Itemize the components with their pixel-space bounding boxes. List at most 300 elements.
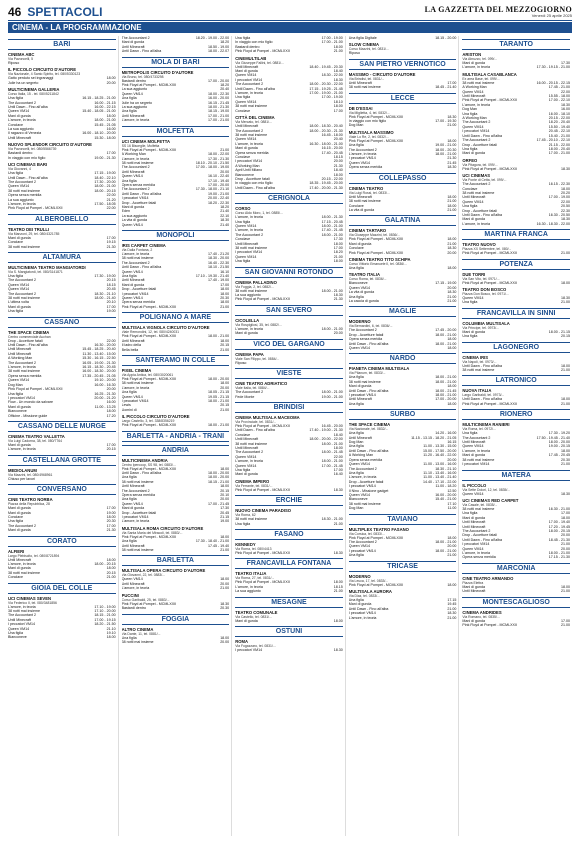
film-title: Queen VM14 (121, 91, 143, 96)
film-title: Uomini di (121, 407, 137, 412)
film-title: L'amore, in teoria (462, 65, 491, 70)
showtimes: 18.00 (220, 300, 230, 305)
film-title: La sua aggiunto (121, 105, 148, 110)
film-title: La sua aggiunto (121, 213, 148, 218)
city-heading: ALTAMURA (8, 252, 116, 263)
cinema-address: Via Luigi Rossi, tel. 0833/... (348, 190, 390, 195)
cinema-name: CINEMA TEATRO VALLETTA (8, 433, 65, 439)
showtimes: 17.00 (333, 108, 343, 113)
film-title: Queen VM14 (121, 577, 143, 582)
film-title: Bianconeve (235, 172, 254, 177)
showtimes: 18.10 - 21.50 (208, 265, 230, 270)
city-heading: TRICASE (349, 561, 457, 572)
showtimes: 21.30 (333, 163, 343, 168)
film-title: Pink Floyd at Pompei - MCMLXXII (235, 423, 290, 428)
showtimes: 18.30 - 22.00 (321, 73, 343, 78)
showtimes: 15.30 - 16.15 - 22.50 (82, 356, 116, 361)
showtime-row (122, 305, 230, 309)
showtimes: 21.00 (560, 300, 570, 305)
showtimes: 16.00 - 20.00 (435, 492, 457, 497)
film-title: Drop - Accetture fatali (121, 510, 157, 515)
cinema-address: Via Bernardini, 6, tel. 0836/... (348, 324, 393, 329)
film-title: A Working Man (462, 116, 487, 121)
film-title: Queen VM14 (462, 199, 484, 204)
showtime-row (122, 49, 230, 53)
showtimes: 19.45 (447, 602, 457, 607)
showtimes: 16.10 - 22.40 (208, 174, 230, 179)
film-title: Mani di gunda (462, 453, 485, 458)
showtimes: 18.00 (447, 582, 457, 587)
showtimes: 20.00 (333, 331, 343, 336)
showtimes: 18.20 (220, 83, 230, 88)
film-title: Una figlia (462, 111, 478, 116)
showtimes: 20.45 (106, 287, 116, 292)
cinema-address: Via Roma, tel. 080/4413 (235, 547, 272, 551)
film-title: 38 notti mai insieme (235, 441, 268, 446)
showtimes: 15.55 - 18.00 (548, 94, 570, 99)
showtimes: 21.15 (220, 515, 230, 520)
showtimes: 21.00 (560, 542, 570, 547)
showtimes: 16.25 - 21.30 (94, 391, 116, 396)
showtime-row (349, 251, 457, 255)
showtimes: 18.45 - 21.30 (548, 537, 570, 542)
showtimes: 17.10 - 19.00 (94, 604, 116, 609)
showtimes: 16.00 - 20.15 - 22.15 (536, 80, 570, 85)
film-title: Mani di gunda (121, 40, 145, 45)
showtimes: 17.00 - 21.00 (548, 151, 570, 156)
cinema-name: MULTIPLEX TEATRO FASANO (348, 526, 409, 532)
cinema-name: CINEMA ABC (8, 52, 35, 57)
showtimes: 17.35 - 20.45 - 21.05 (82, 373, 116, 378)
showtimes: 16.00 - 22.15 (94, 105, 116, 110)
city-heading: FRANCAVILLA FONTANA (235, 558, 343, 569)
film-title: Gatto perduto sei ingranaggi (8, 76, 54, 81)
film-title: Pink Floyd at Pompei - MCMLXXII (235, 580, 290, 585)
film-title: 38 notti mai insieme (121, 479, 154, 484)
showtimes: 11.00 - 13.25 (94, 404, 116, 409)
showtimes: 18.00 - 21.00 (208, 398, 230, 403)
film-title: Una figlia (121, 178, 137, 183)
city-heading: TARANTO (462, 39, 570, 50)
cinema-name: CINEMA MULTISALA MACEOMA (235, 414, 300, 420)
film-title: I peccatori VM14 (121, 291, 149, 296)
cinema-address: Via Nazionale, 4 Santo Spirito, tel. 080/5330123 (8, 72, 81, 77)
showtimes: 18.00 - 21.00 (321, 459, 343, 464)
showtimes: 18.45 - 21.40 (435, 85, 457, 90)
showtimes: 18.00 (220, 287, 230, 292)
showtimes: 21.00 (447, 241, 457, 246)
showtime-row (8, 528, 116, 532)
film-title: 38 notti mai insieme (121, 548, 154, 553)
showtimes: 18.30 (560, 296, 570, 300)
film-title: A Working Man (462, 85, 487, 90)
showtimes: 18.30 (447, 290, 457, 295)
cinema-name: DB D'ESSAI (348, 105, 373, 111)
film-title: Una figlia (348, 375, 364, 380)
showtime-row (8, 206, 116, 210)
film-title: Pink Floyd at Pompei - MCMLXXII (121, 83, 177, 88)
cinema-address: Via Pavoncelli, 5 (8, 57, 34, 61)
showtime-row (462, 589, 570, 593)
film-title: Until Minecraft (121, 543, 145, 548)
film-title: Until Minecraft (121, 169, 145, 174)
cinema-address: Piazza Elettra (462, 580, 484, 585)
showtimes: 18.15 (333, 584, 343, 589)
city-heading: FOGGIA (122, 614, 230, 625)
cinema-name: CINEMULTILAB (235, 55, 267, 61)
showtimes: 11.00 - 13.30 - 15.00 (423, 444, 457, 449)
showtimes: 20.30 (220, 606, 230, 611)
film-title: The Accountant 2 (235, 128, 264, 133)
showtimes: 16.00 - 18.10 (548, 111, 570, 116)
cinema-address: SS 16 Bisceglie, Molfetta (121, 143, 160, 148)
film-title: 38 notti mai insieme (348, 199, 381, 204)
showtimes: 21.00 (560, 623, 570, 627)
showtimes: 11.20 - 16.40 - 22.00 (423, 453, 457, 458)
cinema-address: Via Mercato, tel. 0881/... (235, 120, 272, 125)
film-title: Una figlia (235, 521, 251, 526)
city-heading: BARLETTA (122, 555, 230, 566)
film-title: Conclave (8, 122, 23, 127)
film-title: Queen VM14 (348, 160, 370, 165)
cinema-name: CITTÀ DEL CINEMA (235, 115, 275, 121)
showtimes: 22.10 (220, 213, 230, 218)
showtimes: 18.00 (220, 338, 230, 343)
film-title: Until Dawn - Fino all'alba (462, 397, 503, 402)
showtimes: 21.00 (333, 254, 343, 259)
showtimes: 18.15 - 21.00 (208, 479, 230, 484)
film-title: The Accountant 2 (8, 179, 36, 184)
showtimes: 21.00 (220, 147, 230, 152)
showtime-row (235, 395, 343, 399)
showtime-row (349, 299, 457, 303)
showtimes: 18.00 (560, 448, 570, 453)
showtime-row (462, 462, 570, 466)
showtimes: 18.00 - 21.15 (548, 329, 570, 334)
cinema-name: CINE TEATRO ADRIATICO (235, 381, 288, 387)
film-title: L'amore, in teoria (121, 156, 150, 161)
showtimes: 17.00 (106, 235, 116, 240)
showtimes: 21.00 (333, 49, 343, 54)
film-title: 38 notti mai insieme (8, 369, 40, 374)
showtimes: 15.45 - 21.05 (94, 122, 116, 127)
cinema-address: Via Miglietta, 4, tel. 0832/... (348, 110, 390, 115)
cinema-address: Via Luigi Cadorna, 38, tel. 080/7764 (8, 438, 63, 443)
showtimes: 17.45 - 20.00 (435, 328, 457, 333)
film-title: Until Minecraft (462, 524, 486, 529)
film-title: Una figlia (8, 309, 23, 314)
showtimes: 15.50 - 19.40 (548, 124, 570, 129)
cinema-name: CINEMA PAPA (235, 351, 264, 357)
city-heading: LATRONICO (462, 375, 570, 386)
showtimes: 17.00 - 19.00 (321, 95, 343, 100)
cinema-name: KENNEDY (235, 542, 256, 547)
cinema-name: UCI CINEMAS SEVEN (8, 595, 52, 601)
film-title: L'amore, in teoria (462, 448, 491, 453)
showtimes: 21.00 (560, 368, 570, 373)
showtimes: 17.00 - 20.00 (208, 78, 230, 83)
showtimes: 18.15 - 21.00 (94, 613, 116, 618)
film-title: Flow - Un mondo da salvare (8, 400, 53, 405)
showtimes: 18.00 (333, 44, 343, 49)
city-heading: FASANO (235, 529, 343, 540)
film-title: Mani di gunda (8, 566, 31, 571)
film-title: Pink Floyd at Pompei - MCMLXXII (235, 551, 290, 555)
film-title: Pink Floyd at Pompei - MCMLXXII (121, 376, 177, 381)
cinema-name: CINEMA TEATRO TITO SCHIPA (348, 256, 411, 262)
showtimes: 19.00 (106, 510, 116, 515)
showtimes: 18.00 (106, 514, 116, 519)
film-title: Bastardi dentro (121, 78, 146, 83)
showtimes: 20.15 (220, 488, 230, 493)
showtimes: 20.00 (220, 497, 230, 502)
showtimes: 17.00 (106, 304, 116, 309)
showtimes: 21.20 (106, 197, 116, 202)
showtimes: 18.00 - 20.00 - 22.00 (309, 437, 343, 442)
film-title: Pink Floyd at Pompei - MCMLXXII (8, 206, 63, 211)
film-title: La vita di gunda (121, 218, 147, 223)
city-heading: LECCE (349, 93, 457, 104)
showtimes: 16.30 - 18.30 - 22.00 (536, 221, 570, 226)
city-heading: SAN SEVERO (235, 305, 343, 316)
film-title: Opera senza meridia (121, 493, 155, 497)
film-title: In viaggio con mio figlio (235, 40, 273, 45)
city-heading: GIOIA DEL COLLE (8, 583, 116, 594)
showtimes: 18.00 (447, 384, 457, 389)
showtimes: 18.10 - 20.10 - 21.50 (195, 160, 230, 165)
cinema-name: PIANETA CINEMA MULTISALA (348, 366, 410, 372)
film-title: Una figlia (121, 635, 137, 640)
showtimes: 17.30 - 18.40 - 21.00 (195, 539, 230, 544)
showtimes: 18.00 - 21.30 (208, 105, 230, 110)
film-title: Drop - Accetture fatali (235, 176, 270, 181)
cinema-name: THE SPACE CINEMA (348, 422, 391, 428)
film-title: Queen VM14 (462, 491, 484, 496)
film-title: Until Dawn - Fino all'alba (348, 606, 389, 611)
showtimes: 15.40 - 21.00 (435, 497, 457, 502)
film-title: Bastardi dentro (235, 44, 260, 49)
film-title: Mani di gunda (8, 528, 31, 533)
cinema-address: Via Appia Antica, tel. 080/3020061 (121, 372, 174, 377)
film-title: Mani di gunda (121, 282, 145, 287)
showtimes: 18.30 (447, 611, 457, 616)
film-title: Until Dawn - Fino all'alba (235, 185, 275, 190)
showtimes: 21.30 (106, 528, 116, 533)
film-title: In viaggio con mio figlio (235, 181, 273, 186)
film-title: Una figlia (235, 95, 251, 100)
cinema-name: UCI CINEMAS (462, 173, 491, 179)
film-title: Queen VM14 (121, 174, 143, 179)
cinema-address: Via Brindisi, tel. 0831/... (348, 76, 385, 81)
showtime-row (462, 167, 570, 171)
showtimes: 18.30 (333, 648, 343, 653)
showtimes: 21.10 (106, 626, 116, 631)
film-title: Until Minecraft (8, 351, 31, 356)
film-title: 38 notti mai insieme (348, 501, 381, 506)
showtimes: 22.00 (106, 338, 116, 343)
showtimes: 18.20 (333, 250, 343, 255)
cinema-address: Viale Remondini, 12, tel. 080/4240031 (121, 330, 180, 335)
showtimes: 18.20 - 22.30 (208, 200, 230, 205)
film-title: Opera senza meridia (462, 555, 496, 560)
cinema-address: Corso Garibaldi, 25, tel. 0883/... (121, 597, 170, 602)
cinema-name: PUCCINI (121, 592, 139, 598)
showtimes: 16.00 - 18.10 - 20.00 (82, 131, 116, 136)
city-heading: POTENZA (462, 259, 570, 270)
showtimes: 21.00 (560, 401, 570, 406)
showtimes: 21.00 (447, 606, 457, 611)
film-title: 38 notti mai insieme (8, 244, 40, 249)
film-title: 38 notti mai insieme (8, 609, 40, 614)
film-title: The Accountant 2 (235, 82, 264, 87)
film-title: Il Nino - Missione gadget (348, 488, 389, 493)
film-title: Queen VM14 (8, 282, 30, 287)
showtime-row (235, 49, 343, 53)
film-title: Pink Floyd at Pompei - MCMLXXII (462, 98, 517, 103)
film-title: Until Minecraft (8, 617, 31, 622)
city-heading: VICO DEL GARGANO (235, 339, 343, 350)
showtime-row (349, 51, 457, 55)
film-title: Mani di gunda (462, 151, 485, 156)
city-heading: MESAGNE (235, 597, 343, 608)
film-title: Una figlia (348, 265, 364, 270)
showtimes: 20.10 (220, 493, 230, 497)
city-heading: POLIGNANO A MARE (122, 312, 230, 323)
showtimes: 20.00 (220, 169, 230, 174)
showtimes: 14.40 - 17.10 - 22.00 (423, 479, 457, 484)
showtimes: 17.30 (560, 61, 570, 65)
film-title: Una figlia (348, 598, 364, 602)
film-title: Il ladro della (121, 343, 141, 348)
cinema-address: Corso Mazzini, tel. 0831/... (348, 47, 389, 52)
cinema-name: MULTISALA OPERA CIRCUITO D'AUTORE (121, 568, 206, 574)
showtimes: 18.20 - 20.40 (548, 120, 570, 125)
film-title: Una figlia (8, 273, 23, 278)
film-title: La vita di gunda (348, 207, 375, 212)
film-title: 38 notti mai insieme (462, 80, 495, 85)
film-title: Pink Floyd at Pompei - MCMLXXII (121, 423, 177, 428)
film-title: Pink Floyd at Pompei - MCMLXXII (462, 280, 517, 285)
film-title: La sua aggiunto (8, 197, 34, 202)
showtime-row (349, 583, 457, 587)
showtimes: 16.30 - 20.00 (94, 343, 116, 348)
film-title: L'amore, in teoria (8, 604, 36, 609)
film-title: 38 notti mai insieme (235, 517, 268, 522)
showtimes: 16.40 - 22.30 (208, 260, 230, 265)
cinema-name: SLOW CINEMA (348, 42, 380, 48)
film-title: La sua aggiunto (235, 293, 261, 298)
showtimes: 18.30 (447, 114, 457, 119)
city-heading: SURBO (349, 409, 457, 420)
showtimes: 11.00 - 18.20 (435, 484, 457, 489)
cinema-address: Via Castello, tel. 0831/... (235, 614, 272, 619)
film-title: The Accountant 2 (462, 435, 491, 440)
showtimes: 18.30 (560, 166, 570, 171)
film-title: Pink Floyd at Pompei - MCMLXXII (462, 166, 517, 171)
showtimes: 16.15 (447, 440, 457, 445)
showtimes: 16.05 - 19.00 - 21.30 (82, 360, 116, 365)
cinema-name: ALFIERI (8, 548, 25, 554)
film-title: Queen VM14 (235, 224, 257, 228)
showtimes: 17.30 - 19.20 (548, 431, 570, 436)
showtimes: 18.00 - 21.00 (435, 393, 457, 398)
film-title: 38 notti mai insieme (121, 381, 154, 386)
showtime-row (349, 402, 457, 406)
film-title: Officine - Missione guide (8, 413, 48, 418)
showtimes: 17.00 (560, 511, 570, 516)
cinema-name: PIXEL CINEMA (121, 367, 152, 373)
film-title: Riposo (348, 51, 360, 56)
showtimes: 17.15 - 19.00 (435, 281, 457, 286)
film-title: Queen VM14 (8, 287, 30, 292)
film-title: Until Dawn - Fino all'alba (348, 388, 389, 393)
showtime-row (122, 586, 230, 590)
showtimes: 21.45 (447, 160, 457, 165)
showtimes: 20.40 (333, 137, 343, 142)
showtimes: 21.00 (447, 123, 457, 128)
film-title: Until Minecraft (121, 338, 145, 343)
film-title: Queen VM14 (462, 124, 484, 129)
showtimes: 17.30 - 20.00 (94, 179, 116, 184)
showtimes: 18.00 (333, 259, 343, 264)
showtimes: 17.40 - 21.20 (208, 252, 230, 256)
film-title: 38 notti mai insieme (121, 256, 154, 261)
film-title: I peccatori VM14 (348, 156, 376, 161)
film-title: Lewis (121, 403, 131, 408)
film-title: Opera senza meridia (121, 300, 155, 305)
issue-date: Venerdì 25 aprile 2025 (531, 13, 572, 18)
film-title: I peccatori VM14 (462, 462, 490, 467)
film-title: A Working Man (121, 152, 146, 157)
showtimes: 20.00 (333, 159, 343, 164)
film-title: 38 notti mai insieme (235, 132, 268, 137)
showtime-row (462, 623, 570, 627)
showtimes: 17.10 - 19.40 (208, 178, 230, 183)
film-title: Pink Floyd at Pompei - MCMLXXII (235, 49, 290, 54)
showtime-row (122, 118, 230, 122)
film-title: La caccia di gunda (348, 298, 379, 303)
city-heading: MARCONIA (462, 563, 570, 574)
film-title: Mani di gunda (235, 69, 258, 74)
showtimes: 18.30 (560, 102, 570, 107)
film-title: Mani di gunda (235, 472, 258, 477)
showtime-row (122, 640, 230, 644)
showtimes: 20.45 (220, 510, 230, 515)
film-title: Opera senza meridia (348, 337, 383, 342)
film-title: L'amore, in teoria (348, 615, 377, 620)
showtimes: 18.00 - 21.00 (321, 288, 343, 293)
film-title: Queen VM14 (348, 346, 370, 350)
showtimes: 18.00 - 22.30 (208, 91, 230, 96)
film-title: Pink Floyd at Pompei - MCMLXXII (348, 237, 404, 242)
cinema-name: DUE TORRI (462, 271, 486, 277)
showtimes: 18.00 - 21.30 (321, 215, 343, 220)
showtimes: 20.50 (560, 204, 570, 209)
showtime-row (235, 488, 343, 492)
film-title: L'amore, in teoria (8, 562, 36, 566)
showtimes: 18.00 (560, 363, 570, 368)
showtimes: 21.00 (560, 251, 570, 256)
city-heading: LAGONEGRO (462, 342, 570, 353)
film-title: The Accountant 2 (348, 539, 377, 544)
showtimes: 20.00 (106, 387, 116, 392)
showtimes: 20.15 (106, 447, 116, 452)
showtimes: 17.00 - 19.00 (321, 36, 343, 40)
film-title: La vita di gunda (348, 290, 375, 295)
film-title: Queen VM14 (8, 378, 30, 383)
showtime-row (235, 297, 343, 301)
film-title: The Accountant 2 (8, 360, 36, 365)
